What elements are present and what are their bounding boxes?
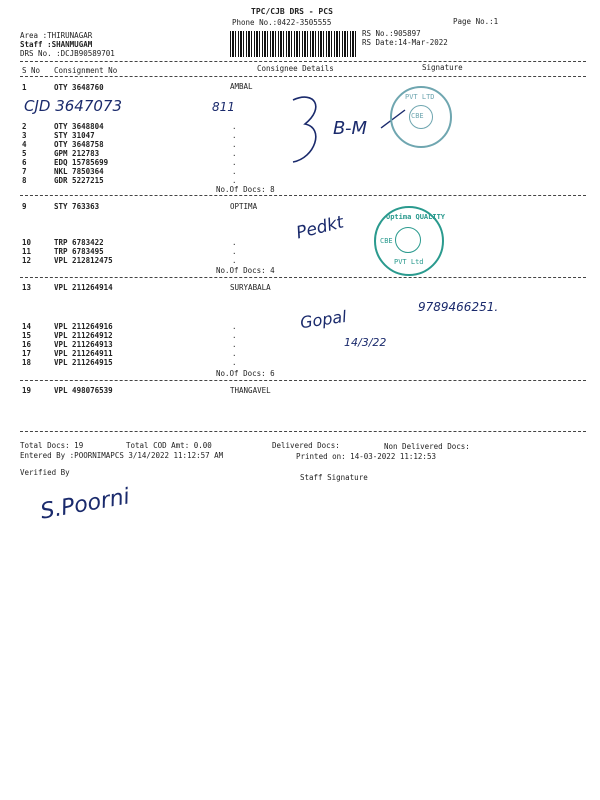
company-stamp: PVT LTD CBE <box>390 86 452 148</box>
group-divider <box>20 195 586 196</box>
column-sno: S No <box>22 66 41 75</box>
header-rule-top <box>20 61 586 62</box>
handwritten-phone: 9789466251. <box>418 300 499 314</box>
entered-by: Entered By :POORNIMAPCS 3/14/2022 11:12:57 AM <box>20 451 224 460</box>
phone-number: Phone No.:0422-3505555 <box>232 18 332 27</box>
verified-by-label: Verified By <box>20 468 70 477</box>
delivered-docs: Delivered Docs: <box>272 441 340 450</box>
docs-count: No.Of Docs: 4 <box>216 266 275 275</box>
signature-mark: Gopal <box>298 306 348 333</box>
signature-mark: Pedkt <box>294 212 346 244</box>
column-consignment: Consignment No <box>54 66 118 75</box>
handwritten-note: CJD 3647073 <box>24 97 123 115</box>
staff-label: Staff :SHANMUGAM <box>20 40 93 49</box>
docs-count: No.Of Docs: 8 <box>216 185 275 194</box>
drs-number: DRS No. :DCJB90589701 <box>20 49 115 58</box>
staff-signature-label: Staff Signature <box>300 473 368 482</box>
column-consignee: Consignee Details <box>257 64 334 73</box>
handwritten-number: 811 <box>212 100 235 114</box>
rs-date: RS Date:14-Mar-2022 <box>362 38 448 47</box>
group-divider <box>20 380 586 381</box>
consignee-name: SURYABALA <box>230 283 271 292</box>
rs-number: RS No.:905897 <box>362 29 421 38</box>
consignee-name: THANGAVEL <box>230 386 271 395</box>
group-divider <box>20 277 586 278</box>
page-number: Page No.:1 <box>453 17 499 26</box>
non-delivered-docs: Non Delivered Docs: <box>384 442 470 451</box>
document-title: TPC/CJB DRS - PCS <box>251 7 333 16</box>
header-rule-bottom <box>20 76 586 77</box>
total-docs: Total Docs: 19 <box>20 441 84 450</box>
printed-on: Printed on: 14-03-2022 11:12:53 <box>296 452 436 461</box>
company-stamp: Optima QUALITY CBE PVT Ltd <box>374 206 444 276</box>
svg-text:B-M: B-M <box>333 118 368 139</box>
area-label: Area :THIRUNAGAR <box>20 31 93 40</box>
docs-count: No.Of Docs: 6 <box>216 369 275 378</box>
total-cod-amount: Total COD Amt: 0.00 <box>126 441 212 450</box>
consignee-name: AMBAL <box>230 82 253 91</box>
barcode-image <box>230 31 356 57</box>
verifier-signature: S.Poorni <box>38 484 132 525</box>
consignee-name: OPTIMA <box>230 202 258 211</box>
footer-rule <box>20 431 586 432</box>
column-signature: Signature <box>422 63 463 72</box>
handwritten-date: 14/3/22 <box>344 336 387 349</box>
